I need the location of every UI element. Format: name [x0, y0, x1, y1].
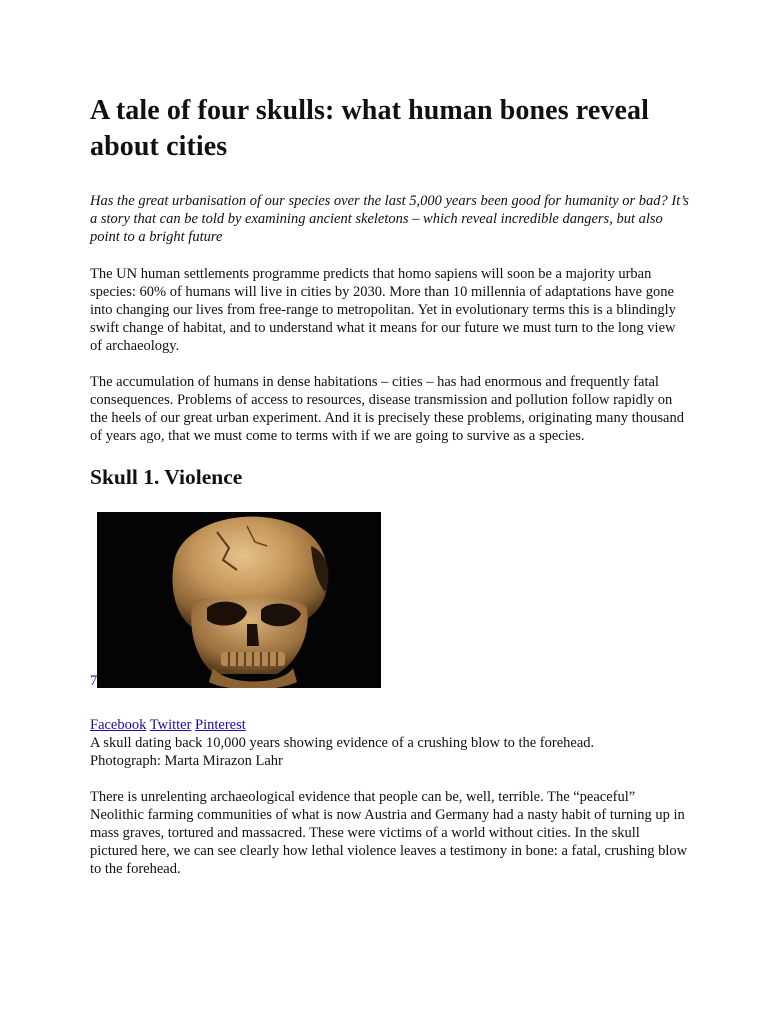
article-title: A tale of four skulls: what human bones reveal about cities — [90, 95, 649, 162]
section-1-body: There is unrelenting archaeological evidence that people can be, well, terrible. The “peaceful” Neolithic farming communities of what is now Austria and Germany had a nasty habit of turning up in mass graves, tortured and massacred. These were victims of a world without cities. In the skull pictured here, we can see clearly how lethal violence leaves a testimony in bone: a fatal, crushing blow to the forehead. — [90, 789, 688, 877]
share-facebook-link[interactable]: Facebook — [90, 717, 147, 733]
figure — [90, 512, 690, 716]
skull-photo — [97, 512, 381, 688]
figure-number: 7 — [90, 673, 98, 689]
article-paragraph-2: The accumulation of humans in dense habitations – cities – has had enormous and frequently fatal consequences. Problems of access to resources, disease transmission and pollution follow rapidly on the heels of our great urban experiment. And it is precisely these problems, originating many thousand of years ago, that we must come to terms with if we are going to survive as a species. — [90, 374, 684, 444]
article-standfirst: Has the great urbanisation of our species over the last 5,000 years been good for humanity or bad? It’s a story that can be told by examining ancient skeletons – which reveal incredible dangers, but also point to a bright future — [90, 193, 689, 245]
figure-caption — [90, 734, 690, 770]
caption-text: A skull dating back 10,000 years showing evidence of a crushing blow to the forehead. — [90, 735, 595, 751]
article — [90, 93, 690, 896]
share-twitter-link[interactable]: Twitter — [149, 717, 192, 733]
section-heading-skull-1: Skull 1. Violence — [90, 465, 243, 489]
photo-credit: Photograph: Marta Mirazon Lahr — [90, 753, 283, 769]
share-pinterest-link[interactable]: Pinterest — [195, 717, 246, 733]
skull-image — [97, 512, 381, 688]
article-paragraph-1: The UN human settlements programme predicts that homo sapiens will soon be a majority urban species: 60% of humans will live in cities by 2030. More than 10 millennia of adaptations have gone into changing our lives from free-range to metropolitan. Yet in evolutionary terms this is a blindingly swift change of habitat, and to understand what it means for our future we must turn to the long view of archaeology. — [90, 266, 676, 354]
share-links — [90, 716, 690, 734]
